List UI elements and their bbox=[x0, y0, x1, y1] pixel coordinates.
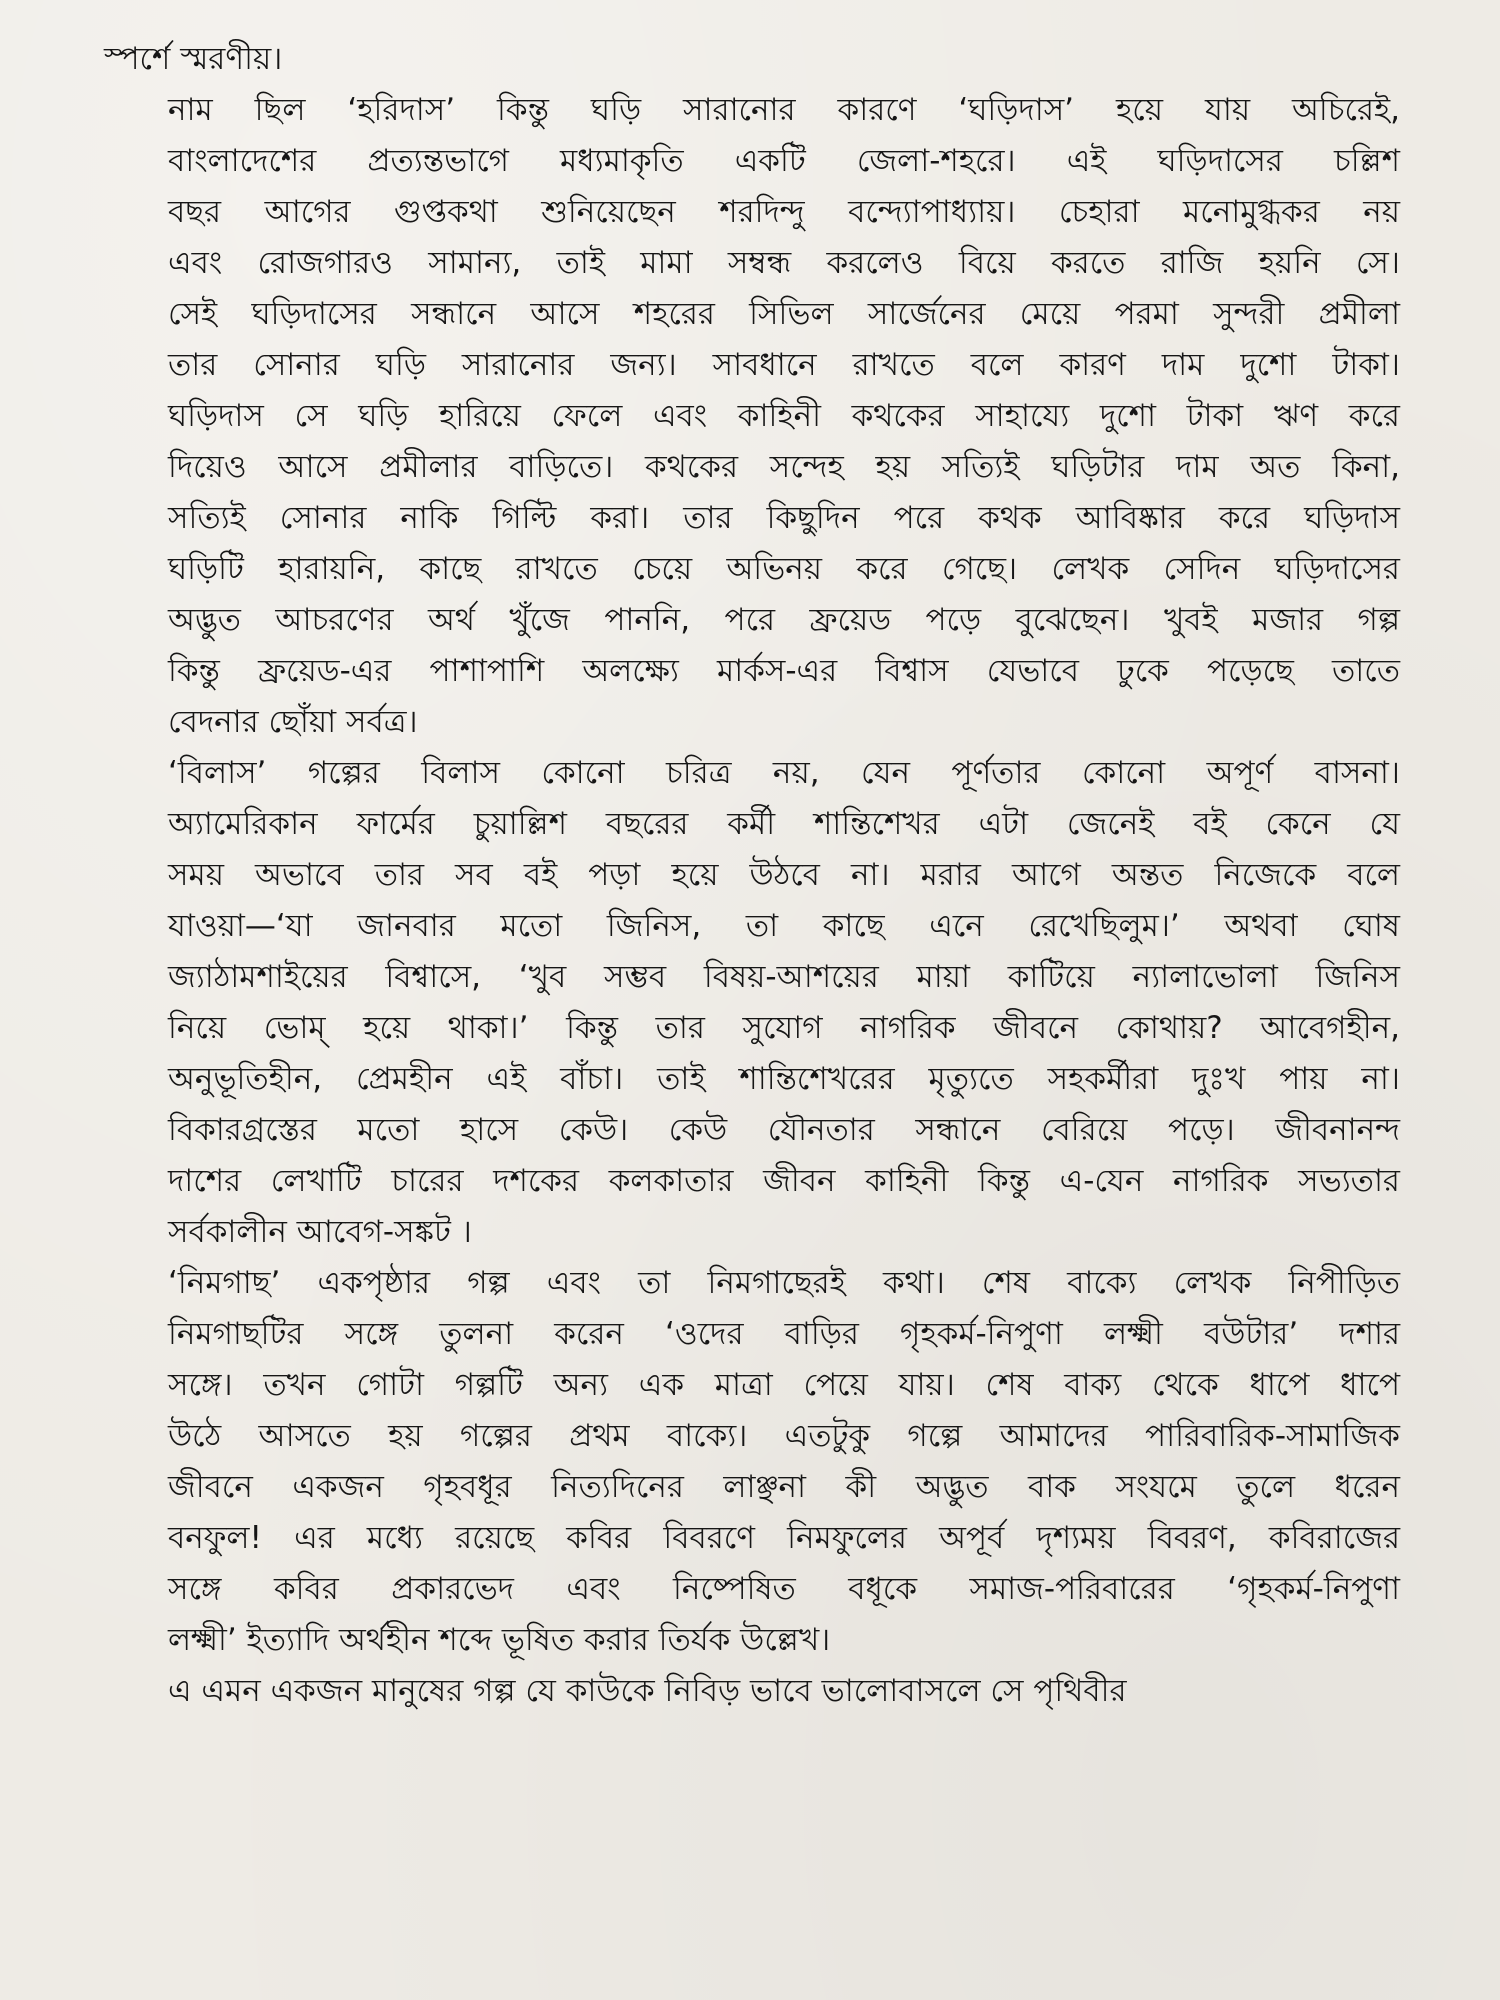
text-line: অনুভূতিহীন, প্রেমহীন এই বাঁচা। তাই শান্তিশেখরের মৃত্যুতে সহকর্মীরা দুঃখ পায় না। bbox=[168, 1061, 1400, 1097]
text-line: দিয়েও আসে প্রমীলার বাড়িতে। কথকের সন্দেহ হয় সত্যিই ঘড়িটার দাম অত কিনা, bbox=[168, 449, 1400, 485]
text-line: তার সোনার ঘড়ি সারানোর জন্য। সাবধানে রাখতে বলে কারণ দাম দুশো টাকা। bbox=[168, 347, 1400, 383]
text-line: স্পর্শে স্মরণীয়। bbox=[104, 41, 283, 77]
text-line: বাংলাদেশের প্রত্যন্তভাগে মধ্যমাকৃতি একটি জেলা-শহরে। এই ঘড়িদাসের চল্লিশ bbox=[168, 143, 1400, 179]
text-line: এবং রোজগারও সামান্য, তাই মামা সম্বন্ধ করলেও বিয়ে করতে রাজি হয়নি সে। bbox=[168, 245, 1400, 281]
text-line: সঙ্গে। তখন গোটা গল্পটি অন্য এক মাত্রা পেয়ে যায়। শেষ বাক্য থেকে ধাপে ধাপে bbox=[168, 1367, 1400, 1403]
paragraph-4 bbox=[104, 1666, 1400, 1717]
text-line: সময় অভাবে তার সব বই পড়া হয়ে উঠবে না। মরার আগে অন্তত নিজেকে বলে bbox=[168, 857, 1400, 893]
body-text bbox=[104, 34, 1400, 1717]
text-line: সত্যিই সোনার নাকি গিল্টি করা। তার কিছুদিন পরে কথক আবিষ্কার করে ঘড়িদাস bbox=[168, 500, 1400, 536]
text-line: অদ্ভুত আচরণের অর্থ খুঁজে পাননি, পরে ফ্রয়েড পড়ে বুঝেছেন। খুবই মজার গল্প bbox=[168, 602, 1400, 638]
text-line: বিকারগ্রস্তের মতো হাসে কেউ। কেউ যৌনতার সন্ধানে বেরিয়ে পড়ে। জীবনানন্দ bbox=[168, 1112, 1400, 1148]
text-line: জ্যাঠামশাইয়ের বিশ্বাসে, ‘খুব সম্ভব বিষয়-আশয়ের মায়া কাটিয়ে ন্যালাভোলা জিনিস bbox=[168, 959, 1400, 995]
text-line: বছর আগের গুপ্তকথা শুনিয়েছেন শরদিন্দু বন্দ্যোপাধ্যায়। চেহারা মনোমুগ্ধকর নয় bbox=[168, 194, 1400, 230]
text-line: বনফুল! এর মধ্যে রয়েছে কবির বিবরণে নিমফুলের অপূর্ব দৃশ্যময় বিবরণ, কবিরাজের bbox=[168, 1520, 1400, 1556]
text-line: ‘বিলাস’ গল্পের বিলাস কোনো চরিত্র নয়, যেন পূর্ণতার কোনো অপূর্ণ বাসনা। bbox=[168, 755, 1400, 791]
text-line: লক্ষ্মী’ ইত্যাদি অর্থহীন শব্দে ভূষিত করার তির্যক উল্লেখ। bbox=[168, 1622, 831, 1658]
paragraph-3 bbox=[104, 1258, 1400, 1666]
text-line: বেদনার ছোঁয়া সর্বত্র। bbox=[168, 704, 418, 740]
text-line: ‘নিমগাছ’ একপৃষ্ঠার গল্প এবং তা নিমগাছেরই কথা। শেষ বাক্যে লেখক নিপীড়িত bbox=[168, 1265, 1400, 1301]
text-line: নিয়ে ভোম্ হয়ে থাকা।’ কিন্তু তার সুযোগ নাগরিক জীবনে কোথায়? আবেগহীন, bbox=[168, 1010, 1400, 1046]
paragraph-1 bbox=[104, 85, 1400, 748]
text-line: অ্যামেরিকান ফার্মের চুয়াল্লিশ বছরের কর্মী শান্তিশেখর এটা জেনেই বই কেনে যে bbox=[168, 806, 1400, 842]
text-line: উঠে আসতে হয় গল্পের প্রথম বাক্যে। এতটুকু গল্পে আমাদের পারিবারিক-সামাজিক bbox=[168, 1418, 1400, 1454]
text-line: নাম ছিল ‘হরিদাস’ কিন্তু ঘড়ি সারানোর কারণে ‘ঘড়িদাস’ হয়ে যায় অচিরেই, bbox=[168, 92, 1400, 128]
text-line: ঘড়িটি হারায়নি, কাছে রাখতে চেয়ে অভিনয় করে গেছে। লেখক সেদিন ঘড়িদাসের bbox=[168, 551, 1400, 587]
text-line: সর্বকালীন আবেগ-সঙ্কট । bbox=[168, 1214, 472, 1250]
text-line: দাশের লেখাটি চারের দশকের কলকাতার জীবন কাহিনী কিন্তু এ-যেন নাগরিক সভ্যতার bbox=[168, 1163, 1400, 1199]
paragraph-0 bbox=[104, 34, 1400, 85]
text-line: কিন্তু ফ্রয়েড-এর পাশাপাশি অলক্ষ্যে মার্কস-এর বিশ্বাস যেভাবে ঢুকে পড়েছে তাতে bbox=[168, 653, 1400, 689]
text-line: ঘড়িদাস সে ঘড়ি হারিয়ে ফেলে এবং কাহিনী কথকের সাহায্যে দুশো টাকা ঋণ করে bbox=[168, 398, 1400, 434]
text-line: জীবনে একজন গৃহবধূর নিত্যদিনের লাঞ্ছনা কী অদ্ভুত বাক সংযমে তুলে ধরেন bbox=[168, 1469, 1400, 1505]
text-line: যাওয়া—‘যা জানবার মতো জিনিস, তা কাছে এনে রেখেছিলুম।’ অথবা ঘোষ bbox=[168, 908, 1400, 944]
text-line: এ এমন একজন মানুষের গল্প যে কাউকে নিবিড় ভাবে ভালোবাসলে সে পৃথিবীর bbox=[168, 1673, 1127, 1709]
text-line: নিমগাছটির সঙ্গে তুলনা করেন ‘ওদের বাড়ির গৃহকর্ম-নিপুণা লক্ষ্মী বউটার’ দশার bbox=[168, 1316, 1400, 1352]
text-line: সেই ঘড়িদাসের সন্ধানে আসে শহরের সিভিল সার্জেনের মেয়ে পরমা সুন্দরী প্রমীলা bbox=[168, 296, 1400, 332]
paragraph-2 bbox=[104, 748, 1400, 1258]
text-line: সঙ্গে কবির প্রকারভেদ এবং নিষ্পেষিত বধূকে সমাজ-পরিবারের ‘গৃহকর্ম-নিপুণা bbox=[168, 1571, 1400, 1607]
